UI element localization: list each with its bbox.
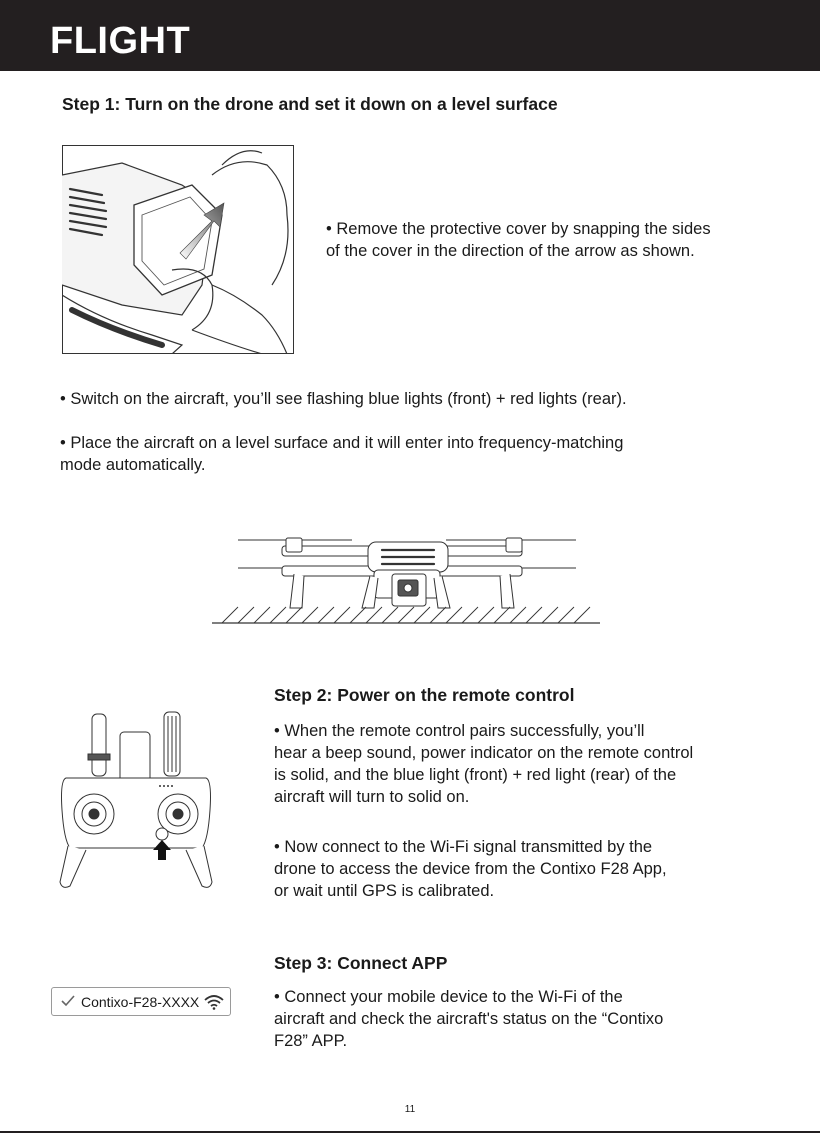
level-surface-instruction (60, 432, 780, 476)
pairing-line3: is solid, and the blue light (front) + red light (rear) of the (274, 766, 677, 784)
wifi-network-item (51, 987, 231, 1016)
wifi-signal-icon (204, 994, 224, 1015)
app-connect-line3: F28” APP. (274, 1032, 348, 1050)
page-number: 11 (404, 1104, 416, 1115)
pairing-line4: aircraft will turn to solid on. (274, 788, 470, 806)
switch-on-instruction: • Switch on the aircraft, you’ll see flashing blue lights (front) + red lights (rear). (60, 390, 627, 408)
app-connect-line1: • Connect your mobile device to the Wi-Fi of the (274, 988, 623, 1006)
cover-removal-illustration (62, 145, 294, 354)
step2-heading: Step 2: Power on the remote control (274, 685, 575, 705)
page-title: FLIGHT (50, 20, 191, 62)
pairing-line1: • When the remote control pairs successfully, you’ll (274, 722, 645, 740)
level-surface-line2: mode automatically. (60, 456, 206, 474)
footer-divider (0, 1131, 820, 1133)
drone-on-level-surface-illustration (212, 530, 602, 626)
level-surface-line1: • Place the aircraft on a level surface and it will enter into frequency-matching (60, 434, 624, 452)
app-connect-instruction (274, 986, 794, 1052)
cover-instruction (326, 218, 786, 262)
wifi-ssid-label: Contixo-F28-XXXX (81, 994, 200, 1010)
remote-control-illustration (56, 710, 216, 894)
pairing-line2: hear a beep sound, power indicator on the remote control (274, 744, 694, 762)
cover-instruction-line2: of the cover in the direction of the arrow as shown. (326, 242, 695, 260)
app-connect-line2: aircraft and check the aircraft's status on the “Contixo (274, 1010, 664, 1028)
header-bar (0, 0, 820, 71)
cover-instruction-line1: • Remove the protective cover by snapping the sides (326, 220, 711, 238)
step3-heading: Step 3: Connect APP (274, 953, 448, 973)
step1-heading: Step 1: Turn on the drone and set it down on a level surface (62, 94, 558, 114)
pairing-instruction (274, 720, 794, 808)
check-icon (60, 994, 76, 1013)
wifi-connect-line1: • Now connect to the Wi-Fi signal transmitted by the (274, 838, 653, 856)
wifi-connect-line3: or wait until GPS is calibrated. (274, 882, 495, 900)
wifi-connect-line2: drone to access the device from the Contixo F28 App, (274, 860, 667, 878)
wifi-connect-instruction (274, 836, 794, 902)
